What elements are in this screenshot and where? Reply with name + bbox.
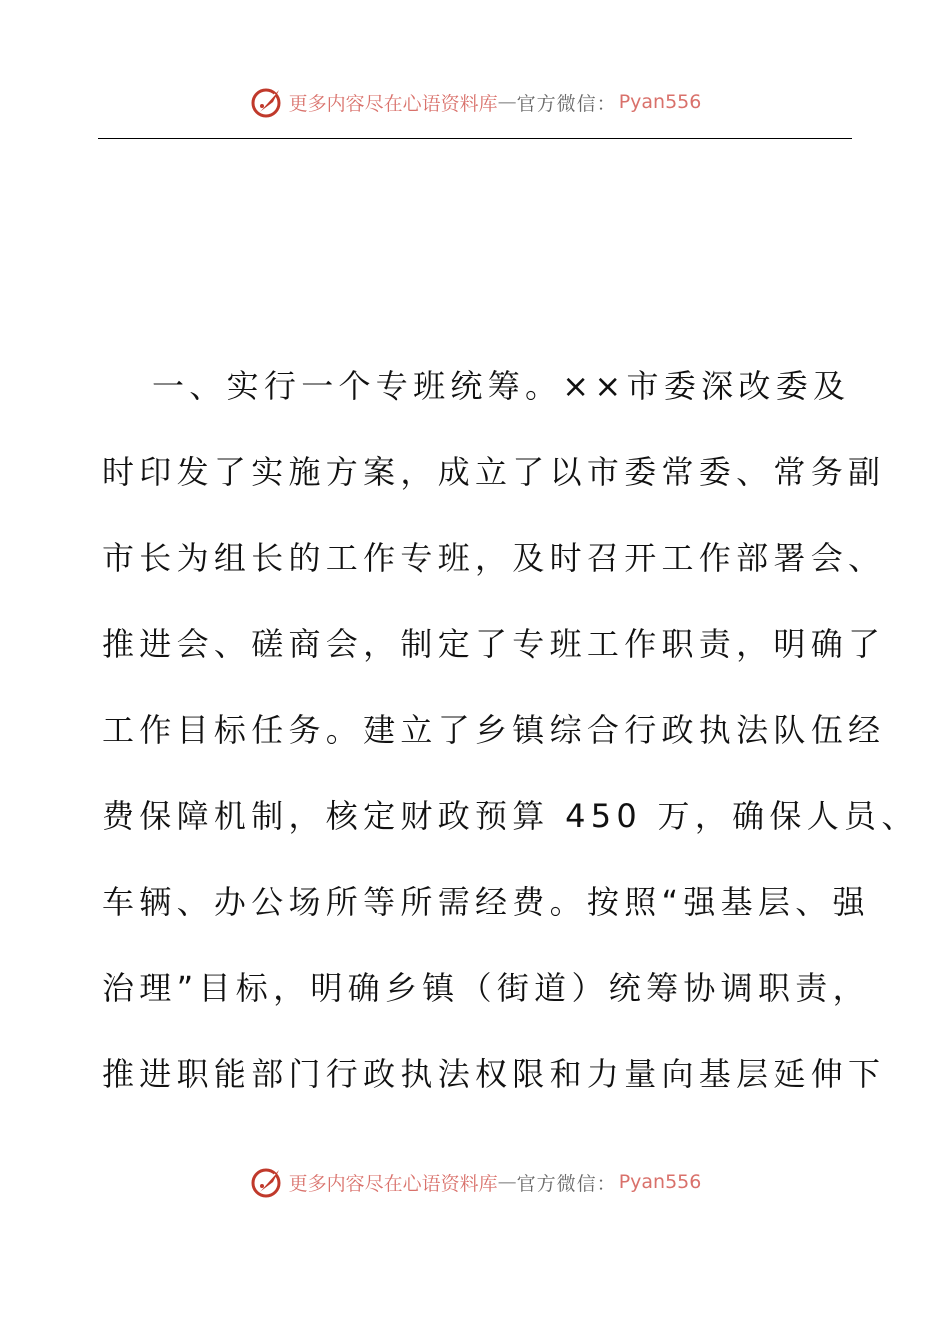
banner-slogan: 更多内容尽在心语资料库 — [288, 1172, 498, 1195]
body-line-8: 治理”目标，明确乡镇（街道）统筹协调职责， — [102, 969, 870, 1007]
body-line-7: 车辆、办公场所等所需经费。按照“强基层、强 — [102, 883, 870, 921]
banner-dash: — — [497, 1171, 517, 1193]
quill-logo-icon — [249, 1164, 285, 1200]
body-line-5: 工作目标任务。建立了乡镇综合行政执法队伍经 — [102, 711, 886, 749]
body-paragraph — [102, 343, 919, 1117]
body-line-3: 市长为组长的工作专班，及时召开工作部署会、 — [102, 539, 886, 577]
header-banner — [0, 82, 950, 122]
banner-wechat-label: 官方微信： — [516, 92, 617, 115]
body-line-6: 费保障机制，核定财政预算 450 万，确保人员、 — [102, 797, 919, 835]
banner-wechat-label: 官方微信： — [516, 1172, 617, 1195]
body-line-4: 推进会、磋商会，制定了专班工作职责，明确了 — [102, 625, 886, 663]
banner-wechat-id: Pyan556 — [618, 91, 702, 113]
quill-logo-icon — [249, 84, 285, 120]
banner-dash: — — [497, 91, 517, 113]
banner-slogan: 更多内容尽在心语资料库 — [288, 92, 498, 115]
body-line-1: 一、实行一个专班统筹。××市委深改委及 — [152, 367, 851, 405]
banner-wechat-id: Pyan556 — [618, 1171, 702, 1193]
body-line-2: 时印发了实施方案，成立了以市委常委、常务副 — [102, 453, 886, 491]
footer-banner — [0, 1162, 950, 1202]
header-rule — [98, 138, 852, 139]
body-line-9: 推进职能部门行政执法权限和力量向基层延伸下 — [102, 1055, 886, 1093]
